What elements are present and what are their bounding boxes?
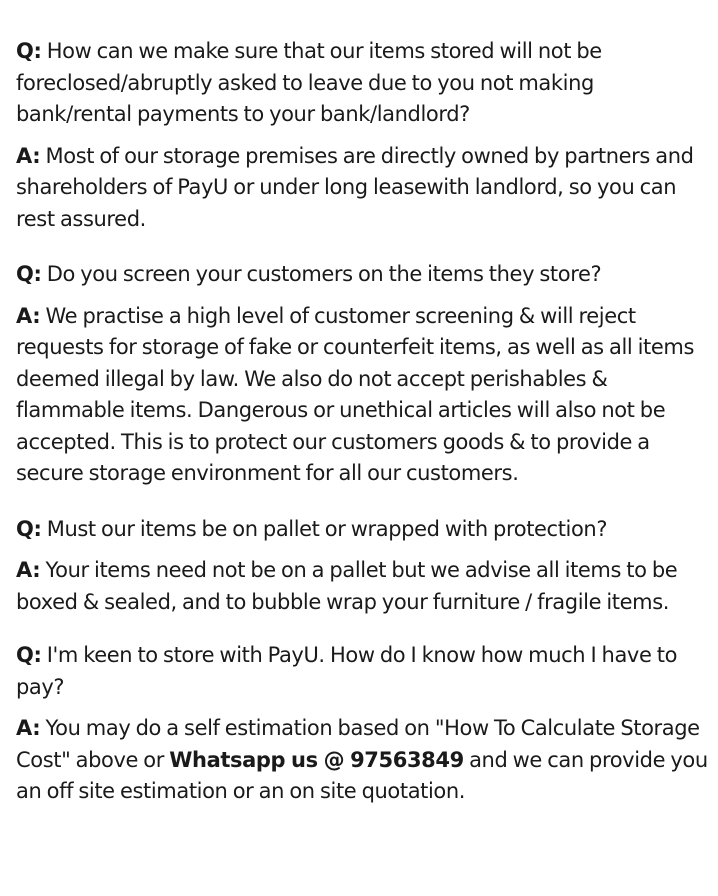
whatsapp-contact: Whatsapp us @ 97563849: [169, 747, 464, 772]
faq-question: [16, 259, 708, 291]
question-prefix: Q:: [16, 516, 42, 541]
answer-prefix: A:: [16, 558, 41, 582]
answer-text: Most of our storage premises are directly owned by partners and shareholders of PayU or under long leasewith landlord, so you can rest assured.: [16, 143, 694, 231]
faq-item: [16, 36, 708, 235]
faq-answer: [16, 141, 708, 236]
answer-text: We practise a high level of customer screening & will reject requests for storage of fake or counterfeit items, as well as all items deemed illegal by law. We also do not accept perishables & flammable items. Dangerous or unethical articles will also not be accepted. This is to protect our customers goods & to provide a secure storage environment for all our customers.: [16, 303, 694, 485]
faq-question: [16, 36, 708, 131]
question-prefix: Q:: [16, 643, 42, 667]
question-prefix: Q:: [16, 262, 42, 286]
question-text: Must our items be on pallet or wrapped with protection?: [46, 516, 608, 541]
faq-answer: [16, 713, 708, 808]
question-text: How can we make sure that our items stored will not be foreclosed/abruptly asked to leave due to you not making bank/rental payments to your bank/landlord?: [16, 39, 602, 126]
question-text: Do you screen your customers on the items they store?: [46, 262, 602, 286]
faq-question: [16, 640, 708, 703]
faq-question: [16, 514, 708, 546]
answer-text: Your items need not be on a pallet but we advise all items to be boxed & sealed, and to bubble wrap your furniture / fragile items.: [16, 558, 678, 614]
faq-item: [16, 514, 708, 619]
question-prefix: Q:: [16, 39, 42, 63]
answer-text-part1: You may do a self estimation based on "How To Calculate Storage Cost" above or: [16, 716, 700, 772]
faq-item: [16, 259, 708, 490]
answer-prefix: A:: [16, 143, 41, 168]
faq-answer: [16, 555, 708, 618]
answer-text-part2: and we can provide you an off site estimation or an on site quotation.: [16, 747, 708, 803]
answer-prefix: A:: [16, 716, 41, 740]
question-text: I'm keen to store with PayU. How do I know how much I have to pay?: [16, 643, 678, 699]
faq-item: [16, 640, 708, 808]
faq-answer: [16, 301, 708, 490]
answer-prefix: A:: [16, 303, 41, 328]
